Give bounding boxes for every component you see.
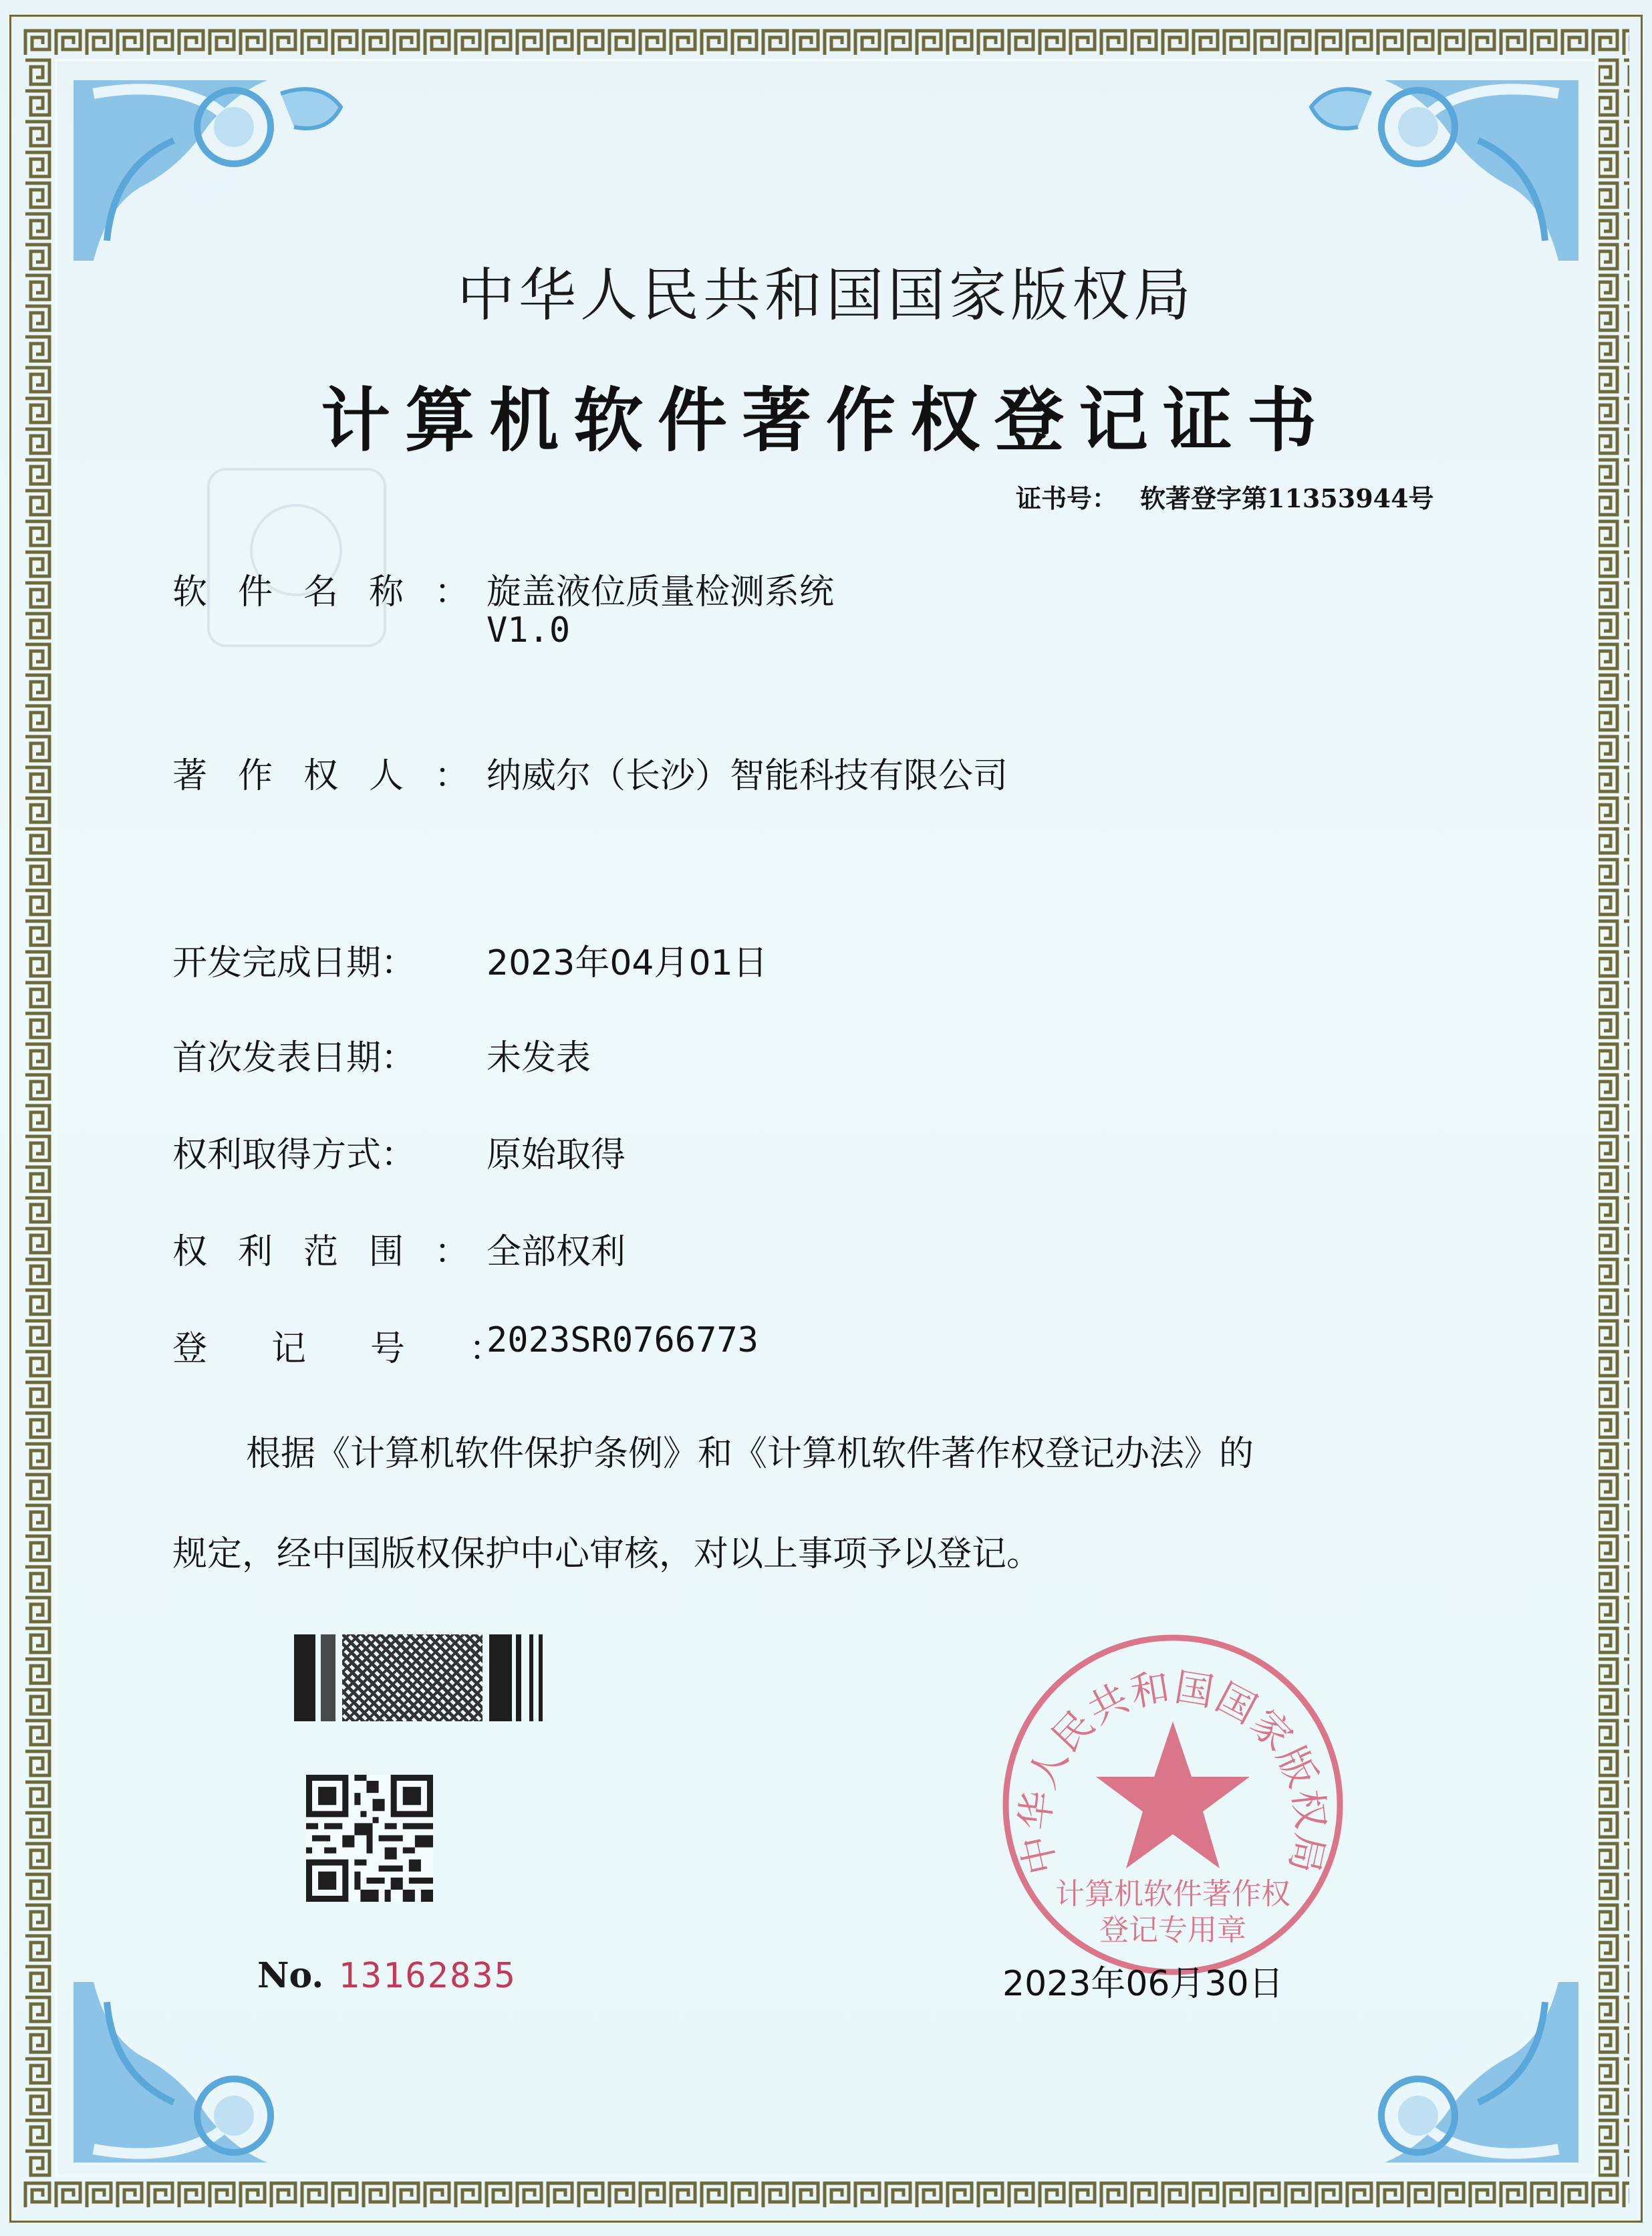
field-label: 权利取得方式：: [172, 1135, 416, 1175]
field-value: 旋盖液位质量检测系统: [487, 572, 835, 612]
statement-line-2: 规定，经中国版权保护中心审核，对以上事项予以登记。: [172, 1534, 1042, 1574]
qr-code: [306, 1775, 433, 1902]
issue-date: 2023年06月30日: [1002, 1964, 1284, 2004]
issuer-title: 中华人民共和国国家版权局: [457, 262, 1195, 329]
certificate-number-value: 软著登字第11353944号: [1140, 483, 1434, 513]
seal-outer-text: 中华人民共和国国家版权局: [1012, 1664, 1334, 1879]
certificate-title: 计算机软件著作权登记证书: [320, 380, 1331, 461]
serial-prefix: No.: [257, 1955, 324, 1996]
field-value: 未发表: [487, 1038, 591, 1078]
certificate-number: [1016, 478, 1434, 515]
field-label: 软件名称：: [172, 572, 501, 612]
statement-line-1: 根据《计算机软件保护条例》和《计算机软件著作权登记办法》的: [246, 1434, 1254, 1474]
corner-ornament-top-right: [1304, 67, 1585, 267]
official-seal: [992, 1624, 1353, 1985]
seal-inner-line-2: 登记专用章: [1099, 1913, 1246, 1947]
field-value: 纳威尔（长沙）智能科技有限公司: [487, 756, 1008, 796]
certificate-number-label: 证书号：: [1016, 483, 1118, 513]
field-label: 开发完成日期：: [172, 943, 416, 983]
registration-statement: [172, 1404, 1482, 1604]
corner-ornament-bottom-right: [1304, 1975, 1585, 2176]
field-value: 全部权利: [487, 1232, 626, 1272]
corner-ornament-bottom-left: [67, 1975, 348, 2176]
serial-value: 13162835: [338, 1956, 517, 1996]
field-label: 著作权人：: [172, 756, 501, 796]
star-icon: [1096, 1721, 1250, 1868]
field-label: 首次发表日期：: [172, 1038, 416, 1078]
serial-number: [257, 1955, 517, 1996]
corner-ornament-top-left: [67, 67, 348, 267]
field-label: 登记号：: [172, 1329, 569, 1369]
outer-border: [9, 15, 1643, 2223]
field-value-version: V1.0: [487, 610, 571, 650]
seal-inner-line-1: 计算机软件著作权: [1055, 1877, 1290, 1911]
field-label: 权利范围：: [172, 1232, 501, 1272]
field-value: 2023年04月01日: [487, 943, 768, 983]
field-value: 2023SR0766773: [487, 1320, 759, 1360]
watermark-emblem: [207, 468, 386, 647]
field-value: 原始取得: [487, 1135, 626, 1175]
pdf417-barcode: [294, 1634, 541, 1721]
